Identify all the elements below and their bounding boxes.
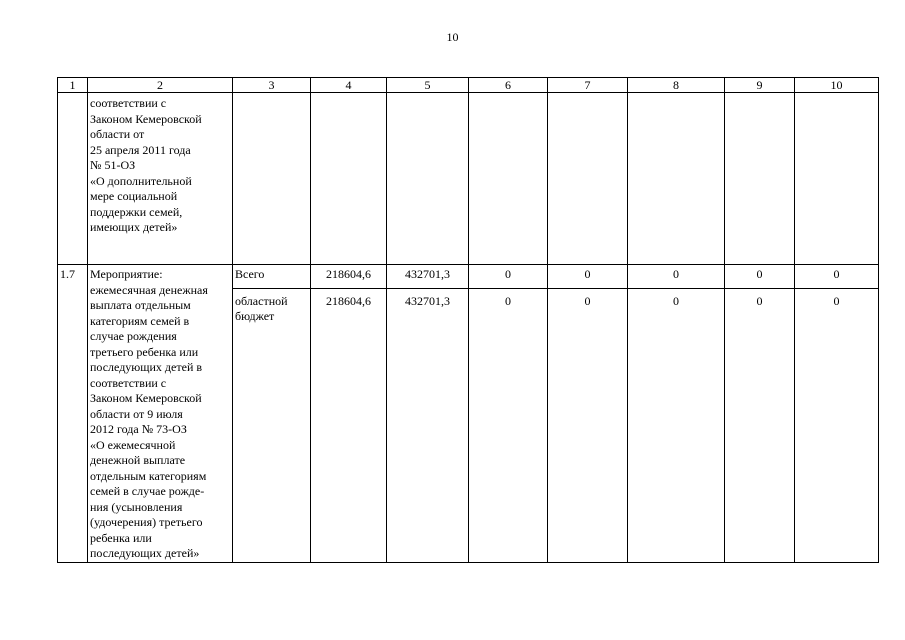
item-number-cell [58, 93, 88, 265]
table-row-continuation [58, 93, 879, 265]
column-header: 8 [628, 78, 725, 93]
value-cell: 0 [469, 288, 548, 562]
page-number: 10 [446, 30, 459, 44]
empty-cell [795, 93, 879, 265]
item-description: Мероприятие: ежемесячная денежная выплата отдельным категориям семей в случае рождения третьего ребенка или последующих детей в соответствии с Законом Кемеровской области от 9 июля 2012 года № 73-ОЗ «О ежемесячной денежной выплате отдельным категориям семей в случае рожде- ния (усыновления (удочерения) третьего ребенка или последующих детей» [90, 267, 208, 560]
table-row-total [58, 265, 879, 289]
item-description-cell [88, 265, 233, 563]
value-cell: 218604,6 [311, 288, 387, 562]
funding-source-cell: Всего [233, 265, 311, 289]
table-header-row [58, 78, 879, 93]
funding-source-cell [233, 288, 311, 562]
value-cell: 0 [795, 288, 879, 562]
value-cell: 0 [469, 265, 548, 289]
funding-source: областной бюджет [235, 293, 288, 323]
column-header: 2 [88, 78, 233, 93]
empty-cell [628, 93, 725, 265]
program-funding-table [57, 77, 879, 563]
column-header: 9 [725, 78, 795, 93]
empty-cell [233, 93, 311, 265]
value-cell: 0 [795, 265, 879, 289]
item-description: соответствии с Законом Кемеровской области от 25 апреля 2011 года № 51-ОЗ «О дополнительной мере социальной поддержки семей, имеющих детей» [90, 96, 202, 234]
column-header: 10 [795, 78, 879, 93]
value-cell: 432701,3 [387, 288, 469, 562]
empty-cell [548, 93, 628, 265]
value-cell: 432701,3 [387, 265, 469, 289]
empty-cell [387, 93, 469, 265]
column-header: 7 [548, 78, 628, 93]
column-header: 5 [387, 78, 469, 93]
column-header: 4 [311, 78, 387, 93]
empty-cell [725, 93, 795, 265]
item-description-cell [88, 93, 233, 265]
value-cell: 0 [628, 265, 725, 289]
value-cell: 218604,6 [311, 265, 387, 289]
value-cell: 0 [725, 288, 795, 562]
empty-cell [469, 93, 548, 265]
value-cell: 0 [628, 288, 725, 562]
value-cell: 0 [548, 265, 628, 289]
column-header: 6 [469, 78, 548, 93]
item-number-cell: 1.7 [58, 265, 88, 563]
empty-cell [311, 93, 387, 265]
column-header: 3 [233, 78, 311, 93]
value-cell: 0 [548, 288, 628, 562]
column-header: 1 [58, 78, 88, 93]
value-cell: 0 [725, 265, 795, 289]
